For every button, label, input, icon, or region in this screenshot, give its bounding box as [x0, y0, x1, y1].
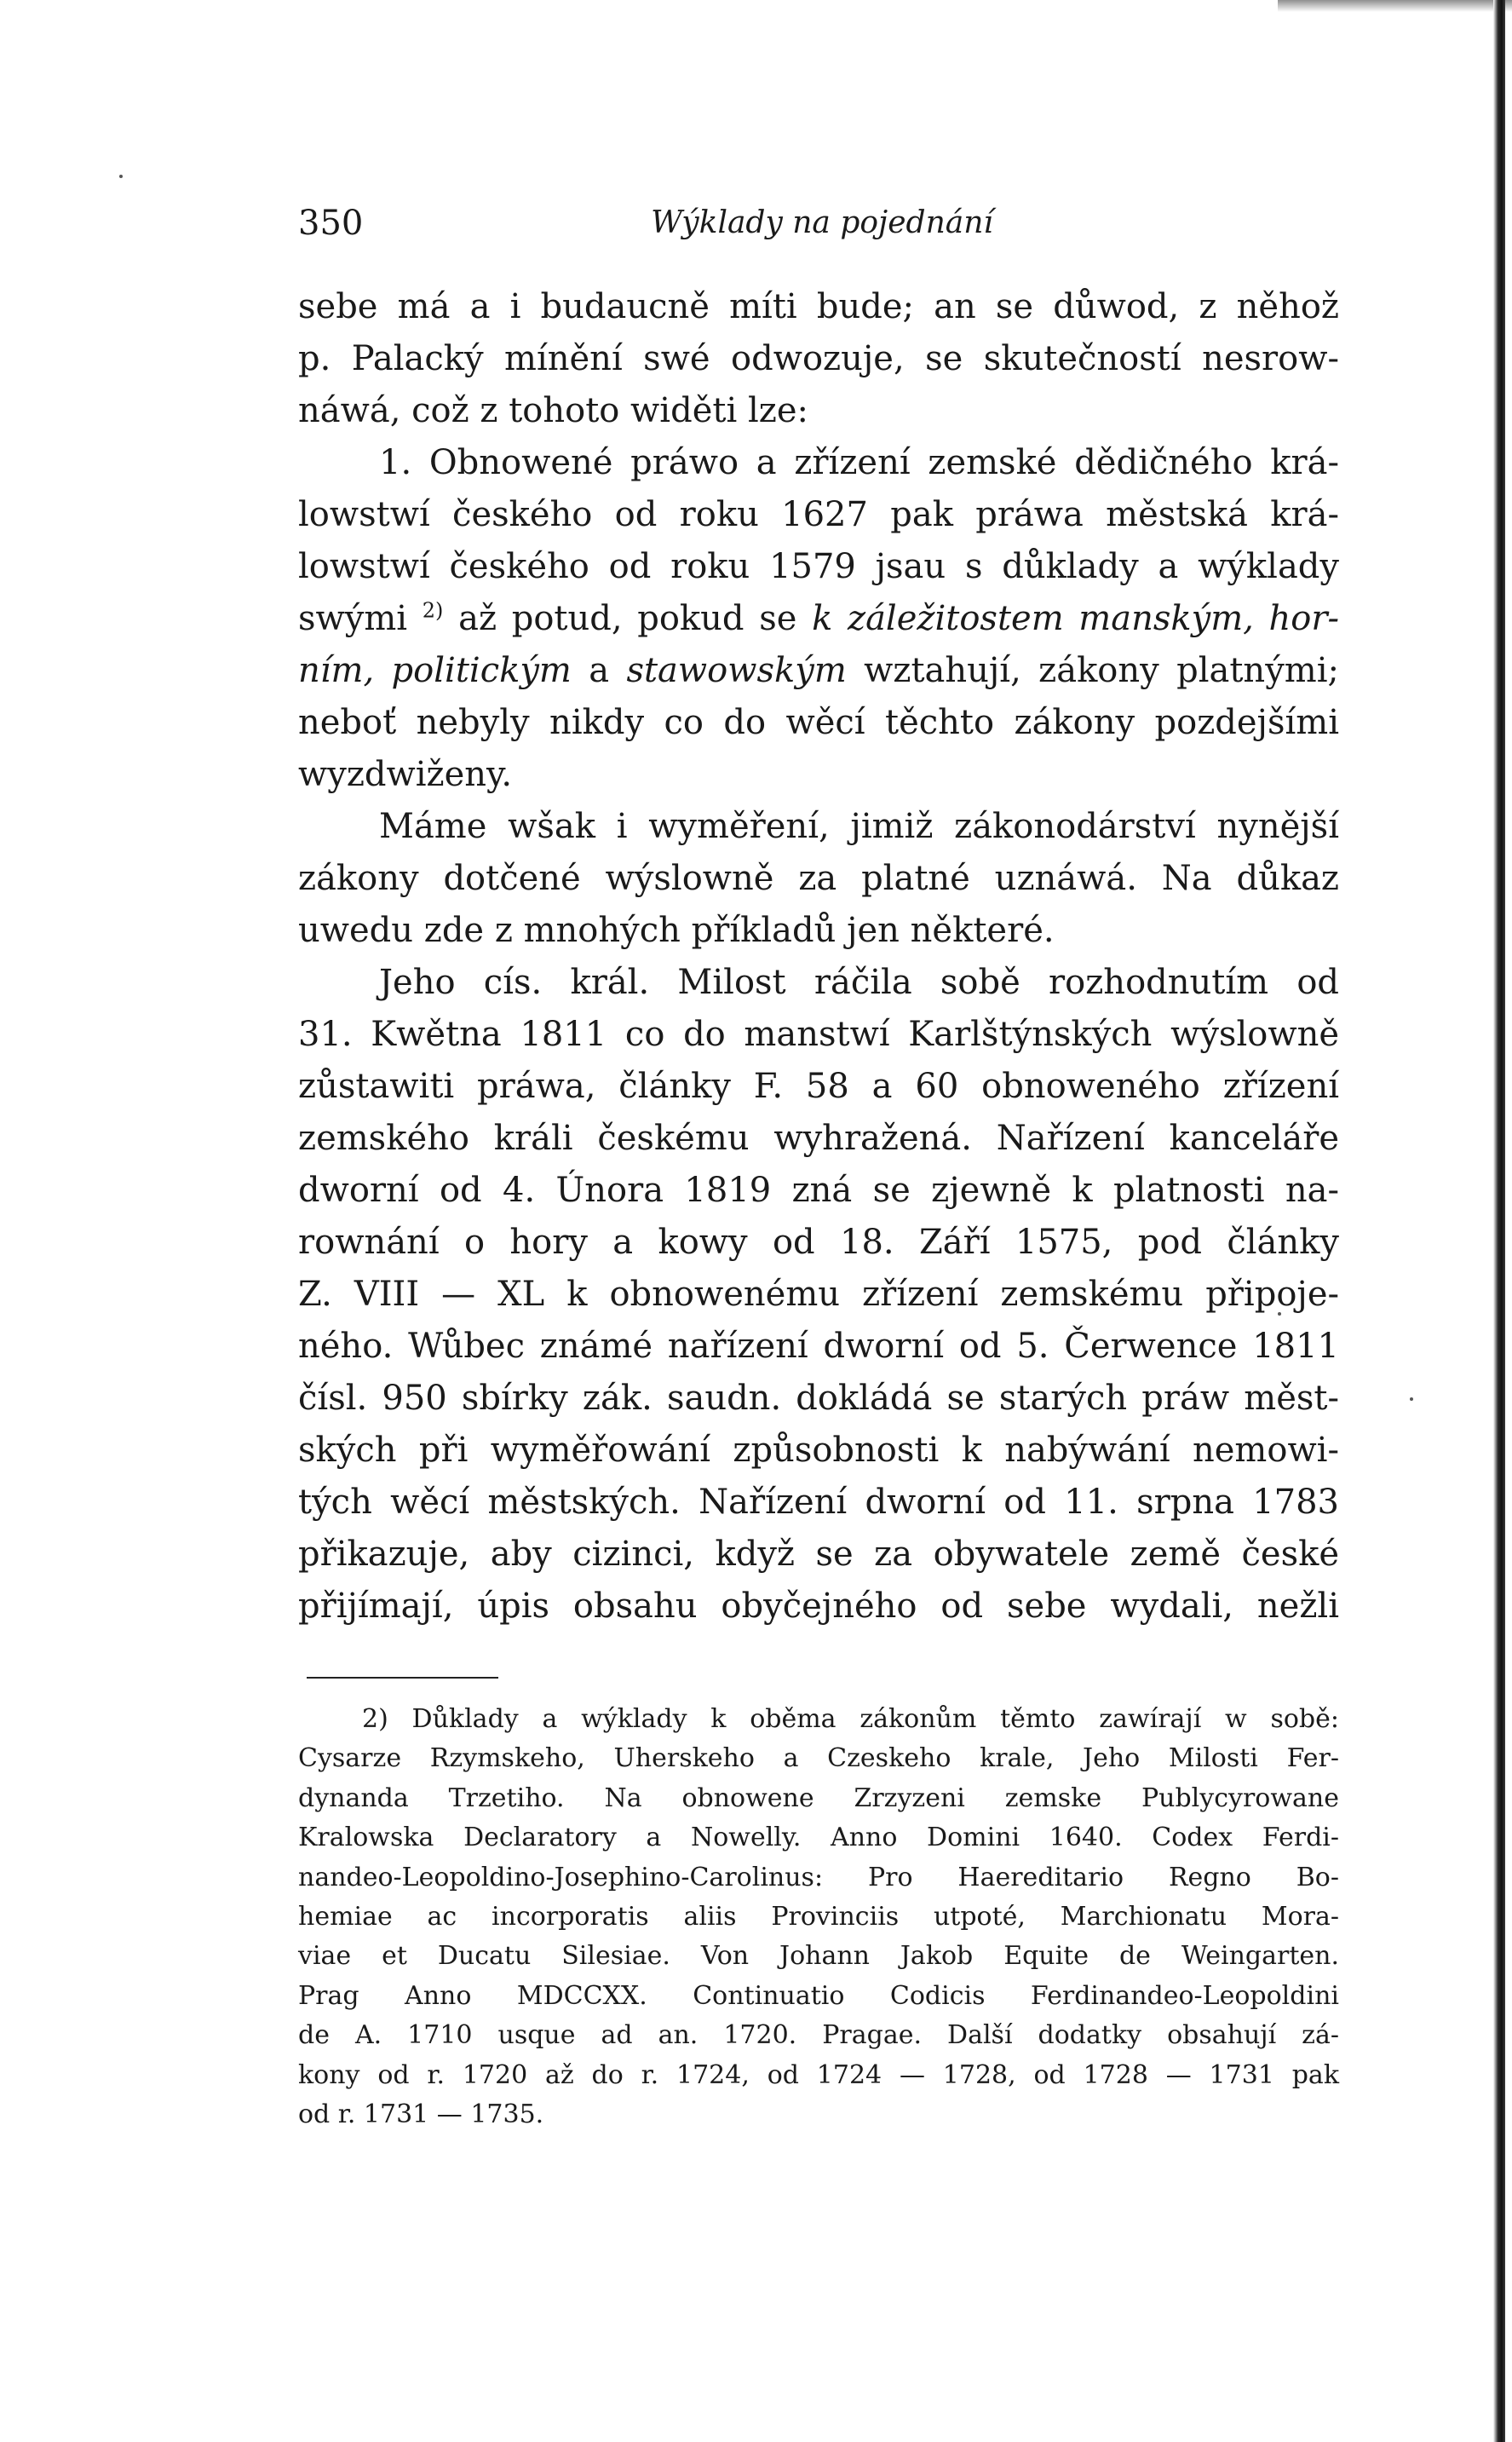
scan-speck	[1410, 1397, 1413, 1401]
footnote-line: Cysarze Rzymskeho, Uherskeho a Czeskeho krale, Jeho Milosti Fer-	[298, 1743, 1339, 1774]
page-header	[298, 198, 1346, 249]
footnote-line: Kralowska Declaratory a Nowelly. Anno Domini 1640. Codex Ferdi-	[298, 1823, 1339, 1853]
text-line: zůstawiti práwa, články F. 58 a 60 obnoweného zřízení	[298, 1067, 1339, 1106]
footnote-rule	[307, 1677, 498, 1679]
text-line: náwá, což z tohoto widěti lze:	[298, 391, 808, 430]
footnote-reference: 2)	[422, 598, 444, 623]
text-line	[298, 593, 1339, 645]
text-segment: swými	[298, 599, 408, 638]
text-line: neboť nebyly nikdy co do wěcí těchto zákony pozdejšími	[298, 703, 1339, 742]
footnote-line: Prag Anno MDCCXX. Continuatio Codicis Ferdinandeo-Leopoldini	[298, 1980, 1339, 2011]
body-text	[298, 281, 1339, 1633]
text-line: wyzdwiženy.	[298, 755, 513, 794]
text-line: čísl. 950 sbírky zák. saudn. dokládá se starých práw měst-	[298, 1379, 1339, 1418]
text-line: ských při wyměřowání způsobnosti k nabýwání nemowi-	[298, 1431, 1339, 1470]
text-line: Máme wšak i wyměření, jimiž zákonodárství nynější	[379, 807, 1339, 846]
text-line: Z. VIII — XL k obnowenému zřízení zemskému připoje-	[298, 1275, 1339, 1314]
text-segment: až potud, pokud se	[458, 599, 797, 638]
footnote-line: viae et Ducatu Silesiae. Von Johann Jakob Equite de Weingarten.	[298, 1941, 1339, 1972]
text-line: lowstwí českého od roku 1579 jsau s důklady a wýklady	[298, 547, 1339, 586]
text-line: p. Palacký mínění swé odwozuje, se skutečností nesrow-	[298, 339, 1339, 378]
text-line: uwedu zde z mnohých příkladů jen některé.	[298, 911, 1055, 950]
footnote-line: hemiae ac incorporatis aliis Provinciis utpoté, Marchionatu Mora-	[298, 1902, 1339, 1932]
scan-edge-top	[1278, 0, 1512, 12]
scan-speck	[119, 175, 123, 178]
text-segment: wztahují, zákony platnými;	[864, 651, 1339, 690]
text-line: 31. Kwětna 1811 co do manstwí Karlštýnských wýslowně	[298, 1015, 1339, 1054]
text-line: přijímají, úpis obsahu obyčejného od sebe wydali, nežli	[298, 1587, 1339, 1626]
footnotes	[298, 1700, 1339, 2134]
emphasized-text: stawowským	[626, 651, 847, 690]
scan-edge-right	[1493, 0, 1505, 2442]
text-line	[298, 645, 1339, 697]
running-title: Wýklady na pojednání	[651, 205, 993, 240]
page-number: 350	[298, 204, 364, 243]
text-line: zákony dotčené wýslowně za platné uznáwá. Na důkaz	[298, 859, 1339, 898]
footnote-line: kony od r. 1720 až do r. 1724, od 1724 — 1728, od 1728 — 1731 pak	[298, 2059, 1339, 2090]
footnote-line: nandeo-Leopoldino-Josephino-Carolinus: Pro Haereditario Regno Bo-	[298, 1862, 1339, 1892]
text-line: ného. Wůbec známé nařízení dworní od 5. Čerwence 1811	[298, 1327, 1339, 1366]
emphasized-text: k záležitostem manským, hor-	[812, 599, 1340, 638]
text-line: sebe má a i budaucně míti bude; an se důwod, z něhož	[298, 287, 1339, 326]
text-line: přikazuje, aby cizinci, když se za obywatele země české	[298, 1535, 1339, 1574]
footnote-line: od r. 1731 — 1735.	[298, 2099, 544, 2130]
footnote-line: 2) Důklady a wýklady k oběma zákonům těmto zawírají w sobě:	[362, 1704, 1339, 1734]
text-line: tých wěcí městských. Nařízení dworní od 11. srpna 1783	[298, 1483, 1339, 1522]
text-line: rownání o hory a kowy od 18. Září 1575, pod články	[298, 1223, 1339, 1262]
emphasized-text: ním, politickým	[298, 651, 572, 690]
footnote-line: de A. 1710 usque ad an. 1720. Pragae. Další dodatky obsahují zá-	[298, 2020, 1339, 2051]
text-line: dworní od 4. Února 1819 zná se zjewně k platnosti na-	[298, 1171, 1339, 1210]
text-line: zemského králi českému wyhražená. Nařízení kanceláře	[298, 1119, 1339, 1158]
text-segment: a	[589, 651, 610, 690]
footnote-line: dynanda Trzetiho. Na obnowene Zrzyzeni zemske Publycyrowane	[298, 1783, 1339, 1813]
text-line: 1. Obnowené práwo a zřízení zemské dědičného krá-	[379, 443, 1339, 482]
text-line: Jeho cís. král. Milost ráčila sobě rozhodnutím od	[379, 963, 1339, 1002]
text-line: lowstwí českého od roku 1627 pak práwa městská krá-	[298, 495, 1339, 534]
